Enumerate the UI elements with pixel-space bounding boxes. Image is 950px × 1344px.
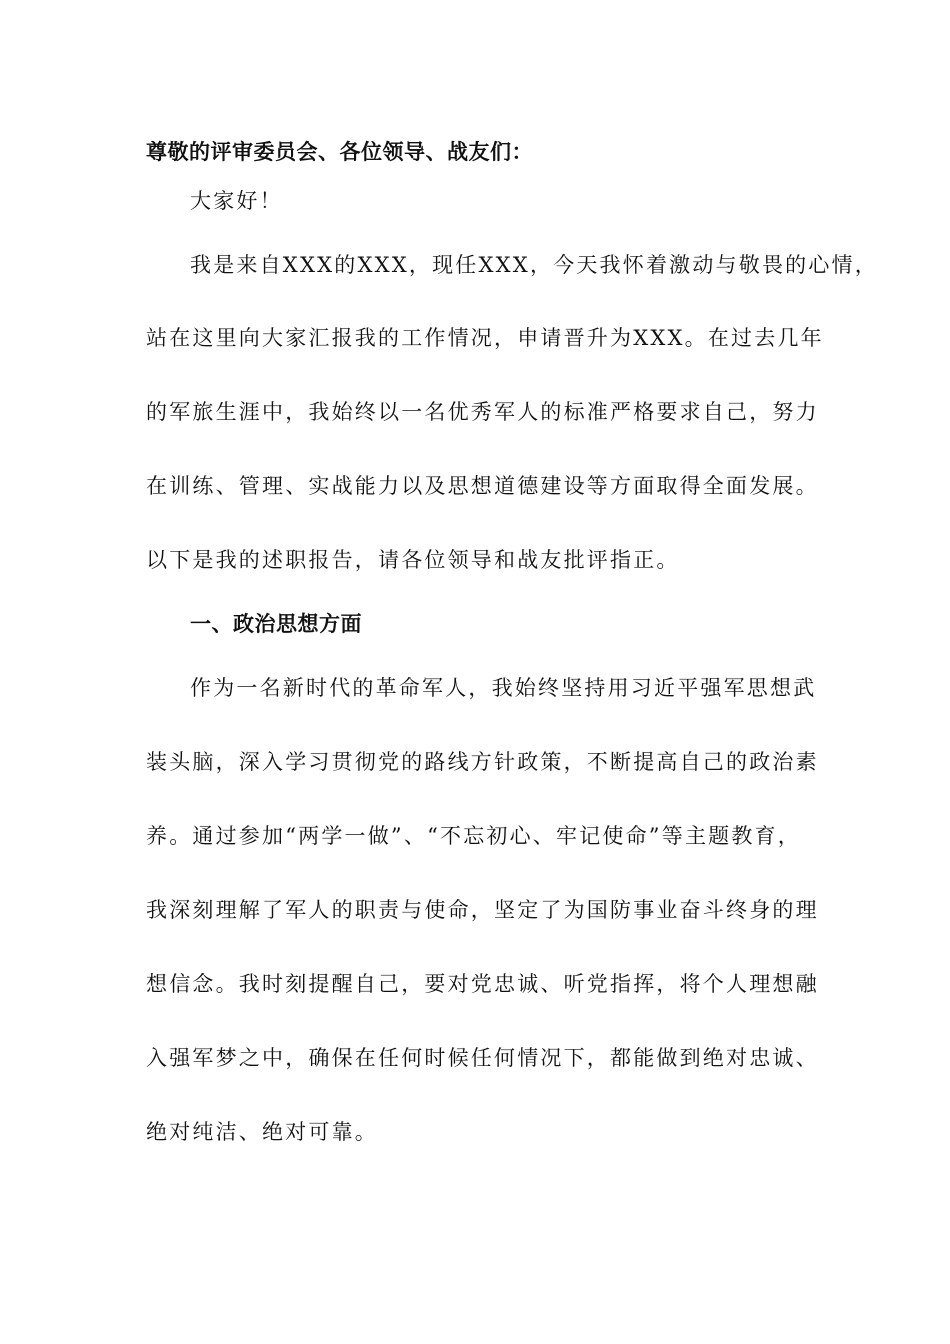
section-line: 入强军梦之中，确保在任何时候任何情况下，都能做到绝对忠诚、	[146, 1046, 819, 1070]
intro-line: 以下是我的述职报告，请各位领导和战友批评指正。	[146, 548, 680, 572]
intro-line: 的军旅生涯中，我始终以一名优秀军人的标准严格要求自己，努力	[146, 400, 819, 424]
section-line: 养。通过参加“两学一做”、“不忘初心、牢记使命”等主题教育，	[146, 824, 801, 848]
salutation: 尊敬的评审委员会、各位领导、战友们：	[146, 140, 533, 164]
intro-line: 站在这里向大家汇报我的工作情况，申请晋升为XXX。在过去几年	[146, 326, 824, 350]
section-line: 想信念。我时刻提醒自己，要对党忠诚、听党指挥，将个人理想融	[146, 972, 819, 996]
section-line: 装头脑，深入学习贯彻党的路线方针政策，不断提高自己的政治素	[146, 750, 819, 774]
intro-line: 我是来自XXX的XXX，现任XXX，今天我怀着激动与敬畏的心情，	[190, 253, 878, 277]
greeting: 大家好！	[190, 189, 283, 213]
section-line: 我深刻理解了军人的职责与使命，坚定了为国防事业奋斗终身的理	[146, 898, 819, 922]
section-line: 绝对纯洁、绝对可靠。	[146, 1120, 378, 1144]
intro-line: 在训练、管理、实战能力以及思想道德建设等方面取得全面发展。	[146, 474, 819, 498]
section-heading: 一、政治思想方面	[190, 612, 362, 636]
section-line: 作为一名新时代的革命军人，我始终坚持用习近平强军思想武	[190, 676, 817, 700]
